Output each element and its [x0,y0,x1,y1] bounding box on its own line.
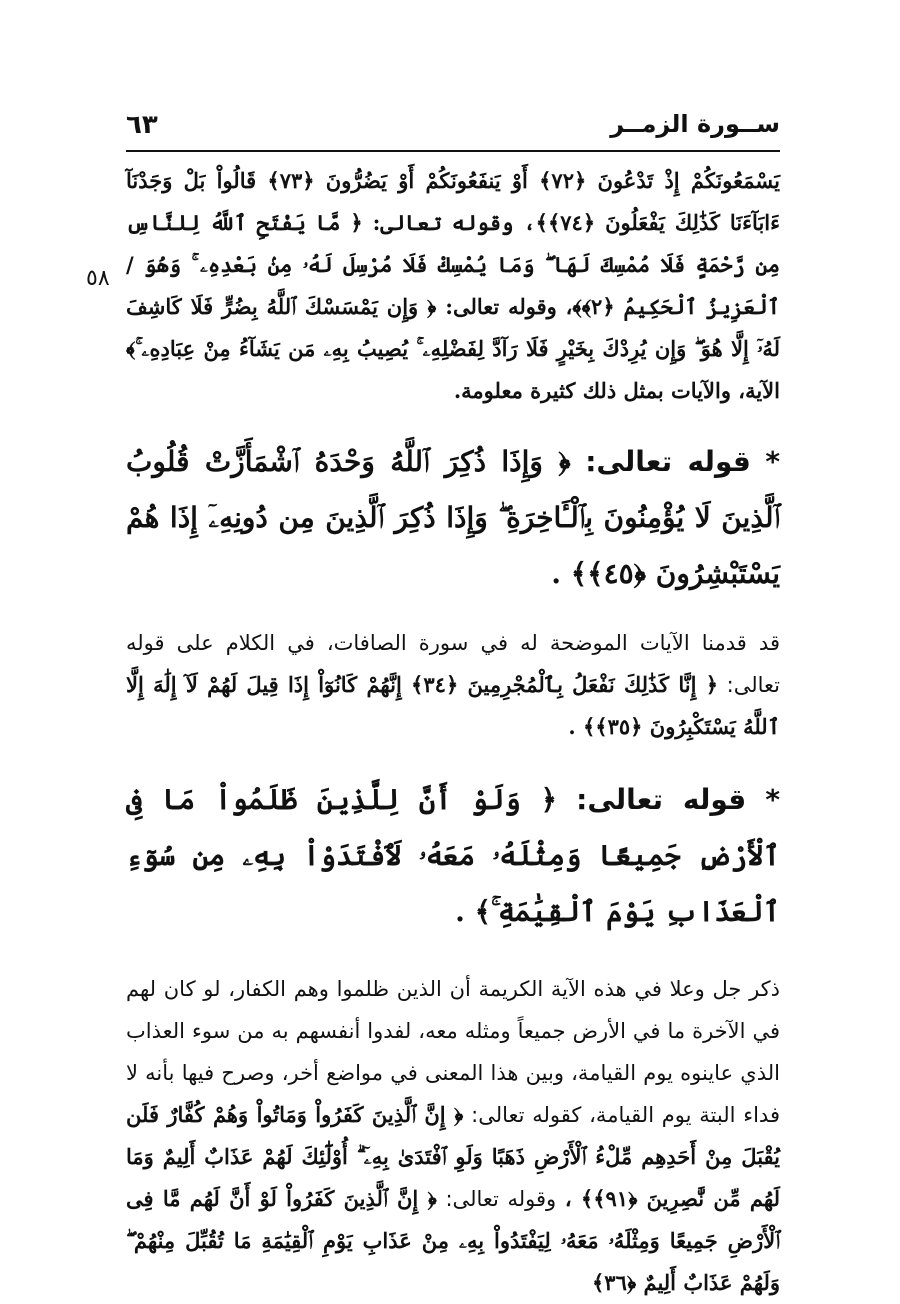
heading-lead: قوله تعالى: [576,783,747,816]
heading-asterisk: * [765,445,780,478]
commentary-text: ذكر جل وعلا في هذه الآية الكريمة أن الذين ظلموا وهم الكفار، لو كان لهم في الآخرة ما في الأرض جميعاً ومثله معه، لفدوا أنفسهم به من سوء العذاب الذي عاينوه يوم القيامة، وبين هذا المعنى في مواضع أخر، وصرح فيها بأنه لا فداء البتة يوم القيامة، كقوله تعالى: [126,977,780,1127]
running-title: ســورة الزمــر [610,110,780,138]
quoted-verse: ﴿ إِنَّ ٱلَّذِينَ كَفَرُواْ لَوْ أَنَّ لَهُم مَّا فِى ٱلْأَرْضِ جَمِيعًا وَمِثْلَهُۥ مَعَهُۥ لِيَفْتَدُواْ بِهِۦ مِنْ عَذَابِ يَوْمِ ٱلْقِيَٰمَةِ مَا تُقُبِّلَ مِنْهُمْ ۖ وَلَهُمْ عَذَابٌ أَلِيمٌ ﴿٣٦﴾ [126,1186,780,1295]
page-header [126,110,780,146]
spacer [126,412,780,434]
spacer [126,602,780,622]
margin-page-reference: ٥٨ [86,266,110,291]
spacer [126,748,780,772]
page-body [126,160,780,1304]
heading-verse: ﴿ وَإِذَا ذُكِرَ ٱللَّهُ وَحْدَهُ ٱشْمَأَزَّتْ قُلُوبُ ٱلَّذِينَ لَا يُؤْمِنُونَ بِٱلْـَٔاخِرَةِ ۖ وَإِذَا ذُكِرَ ٱلَّذِينَ مِن دُونِهِۦٓ إِذَا هُمْ يَسْتَبْشِرُونَ ﴿٤٥﴾﴾ . [126,445,780,590]
quoted-verse: ﴿ إِنَّا كَذَٰلِكَ نَفْعَلُ بِٱلْمُجْرِمِينَ ﴿٣٤﴾ إِنَّهُمْ كَانُوٓاْ إِذَا قِيلَ لَهُمْ لَآ إِلَٰهَ إِلَّا ٱللَّهُ يَسْتَكْبِرُونَ ﴿٣٥﴾﴾ . [126,672,780,739]
spacer [126,940,780,968]
commentary-text: وقوله تعالى: [445,1187,557,1211]
header-rule [126,150,780,152]
page-number: ٦٣ [126,110,158,140]
heading-lead: قوله تعالى: [585,445,751,478]
paragraph-commentary-1 [126,622,780,748]
heading-asterisk: * [765,783,780,816]
verse-heading-45 [126,434,780,602]
paragraph-commentary-2 [126,968,780,1304]
quoted-verse: ﴿ إِنَّ ٱلَّذِينَ كَفَرُواْ وَمَاتُواْ وَهُمْ كُفَّارٌ فَلَن يُقْبَلَ مِنْ أَحَدِهِم مِّلْءُ ٱلْأَرْضِ ذَهَبًا وَلَوِ ٱفْتَدَىٰ بِهِۦٓ ۗ أُوْلَٰٓئِكَ لَهُمْ عَذَابٌ أَلِيمٌ وَمَا لَهُم مِّن نَّٰصِرِينَ ﴿٩١﴾﴾ ، [126,1102,780,1211]
commentary-text: قد قدمنا الآيات الموضحة له في سورة الصافات، في الكلام على قوله تعالى: [126,631,781,697]
heading-verse: ﴿ وَلَوْ أَنَّ لِلَّذِينَ ظَلَمُواْ مَا فِى ٱلْأَرْضِ جَمِيعًا وَمِثْلَهُۥ مَعَهُۥ لَٱفْتَدَوْاْ بِهِۦ مِن سُوٓءِ ٱلْعَذَابِ يَوْمَ ٱلْقِيَٰمَةِ ۚ﴾ . [126,783,780,928]
verse-heading-47 [126,772,780,940]
paragraph-continuation: يَسْمَعُونَكُمْ إِذْ تَدْعُونَ ﴿٧٢﴾ أَوْ يَنفَعُونَكُمْ أَوْ يَضُرُّونَ ﴿٧٣﴾ قَالُواْ بَلْ وَجَدْنَآ ءَابَآءَنَا كَذَٰلِكَ يَفْعَلُونَ ﴿٧٤﴾﴾، وقوله تعالى: ﴿ مَّا يَفْتَحِ ٱللَّهُ لِلنَّاسِ مِن رَّحْمَةٍ فَلَا مُمْسِكَ لَهَا ۖ وَمَا يُمْسِكْ فَلَا مُرْسِلَ لَهُۥ مِنۢ بَعْدِهِۦ ۚ وَهُوَ / ٱلْعَزِيزُ ٱلْحَكِيمُ ﴿٢﴾﴾، وقوله تعالى: ﴿ وَإِن يَمْسَسْكَ ٱللَّهُ بِضُرٍّ فَلَا كَاشِفَ لَهُۥٓ إِلَّا هُوَ ۖ وَإِن يُرِدْكَ بِخَيْرٍ فَلَا رَآدَّ لِفَضْلِهِۦ ۚ يُصِيبُ بِهِۦ مَن يَشَآءُ مِنْ عِبَادِهِۦ ۚ﴾ الآية، والآيات بمثل ذلك كثيرة معلومة. [126,168,781,403]
